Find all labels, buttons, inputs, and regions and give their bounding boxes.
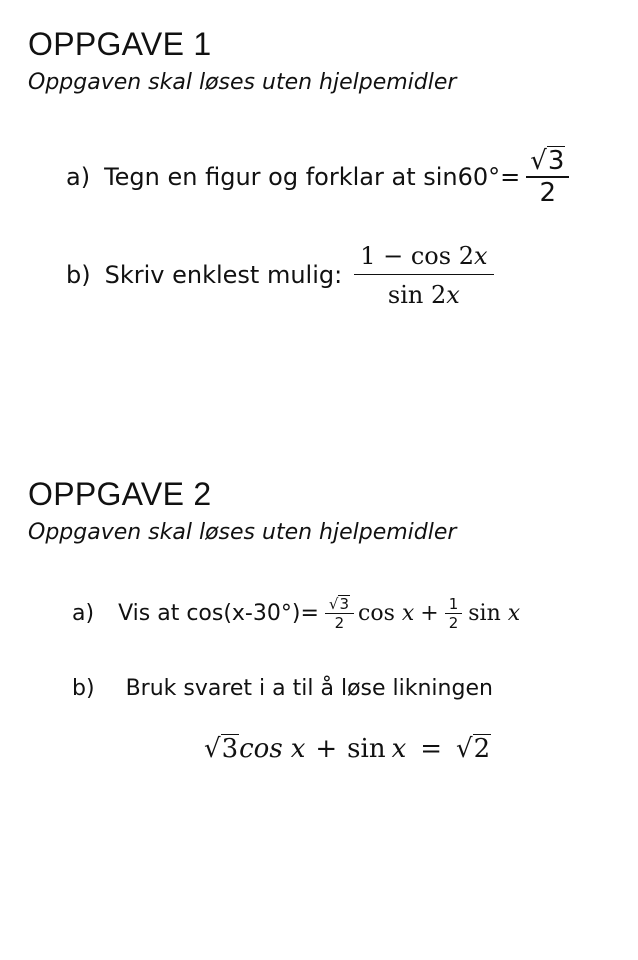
task2-b-label: b)	[72, 676, 95, 701]
task1-b-frac-numerator	[354, 242, 493, 274]
task2-b-eq-fn1: cos	[239, 734, 283, 764]
task2-a-term2-fn: sin	[468, 600, 501, 626]
task2-b-eq-radical1: √	[204, 734, 221, 764]
task1-heading: OPPGAVE 1	[28, 26, 212, 62]
task2-a-frac1-denominator: 2	[334, 613, 345, 632]
task2-b	[72, 676, 493, 701]
task2-a-term1-var: x	[401, 600, 415, 626]
task2-a-fraction2	[445, 595, 463, 632]
task2-a-label: a)	[72, 600, 95, 626]
task2-b-eq-fn2: sin	[347, 734, 386, 764]
task2-a	[72, 584, 520, 642]
task2-b-eq-sqrt3	[204, 734, 239, 764]
task2-b-text: Bruk svaret i a til å løse likningen	[125, 676, 493, 701]
task1-a-label: a)	[66, 163, 91, 191]
task2-a-term1	[358, 601, 414, 626]
task2-b-eq-var1: x	[290, 734, 306, 764]
task1-b-frac-denominator	[384, 275, 464, 309]
task2-subtitle: Oppgaven skal løses uten hjelpemidler	[28, 520, 457, 545]
task1-a-radicand: 3	[547, 146, 565, 177]
task2-a-term1-fn: cos	[358, 600, 395, 626]
task1-b-den-var: x	[446, 280, 460, 309]
task2-heading: OPPGAVE 2	[28, 476, 212, 512]
task1-b-label: b)	[66, 261, 91, 289]
task2-b-eq-var2: x	[391, 734, 407, 764]
task2-a-radicand: 3	[339, 594, 349, 613]
task1-b	[66, 236, 494, 314]
task2-b-eq-radicand1: 3	[221, 734, 239, 764]
task2-a-frac2-numerator: 1	[448, 594, 459, 613]
task2-a-plus: +	[420, 600, 439, 626]
task2-a-radical: √	[328, 594, 339, 613]
task2-a-fraction1	[325, 595, 354, 632]
task2-a-text: Vis at cos(x-30°)=	[118, 600, 319, 626]
task1-b-num-text: 1 − cos 2	[360, 241, 474, 270]
task1-a-text: Tegn en figur og forklar at sin60°=	[104, 163, 521, 191]
task1-subtitle: Oppgaven skal løses uten hjelpemidler	[28, 70, 457, 95]
task2-b-eq-radicand2: 2	[473, 734, 491, 764]
task2-a-term2-var: x	[507, 600, 521, 626]
task1-a	[66, 142, 569, 212]
task2-b-eq-sqrt2	[456, 734, 491, 764]
task1-a-fraction	[526, 146, 569, 208]
task1-b-fraction	[354, 242, 493, 309]
task2-a-frac2-denominator: 2	[448, 613, 459, 632]
task1-a-frac-numerator	[526, 146, 569, 176]
task2-b-eq-equals: =	[420, 734, 443, 764]
task1-a-frac-denominator: 2	[539, 177, 557, 208]
task2-b-equation	[204, 734, 491, 764]
task1-b-den-text: sin 2	[387, 280, 447, 309]
task2-a-frac1-numerator	[325, 595, 354, 613]
task2-a-term2	[468, 601, 520, 626]
task1-a-radical: √	[530, 146, 547, 177]
task1-b-text: Skriv enklest mulig:	[104, 261, 343, 289]
task1-b-num-var: x	[473, 241, 488, 270]
task2-b-eq-plus: +	[315, 734, 338, 764]
task2-b-eq-radical2: √	[456, 734, 473, 764]
